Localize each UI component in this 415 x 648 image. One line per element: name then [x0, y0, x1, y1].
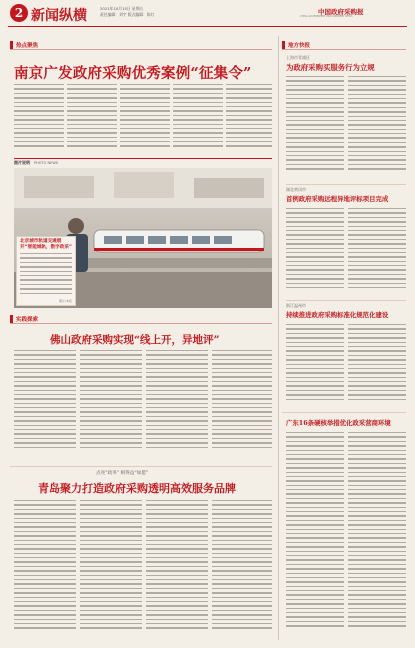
inset-text: [20, 253, 72, 297]
bottom-article-col-3: [146, 500, 208, 640]
masthead-right-sub: CHINA GOVERNMENT PROCUREMENT NEWS: [300, 15, 353, 18]
middle-article-col-2: [80, 350, 142, 460]
right-section-label: 地方快报: [288, 43, 311, 49]
photo-caption-bar: [14, 158, 272, 167]
bottom-article-col-4: [212, 500, 272, 640]
middle-headline: 佛山政府采购实现“线上开，异地评”: [50, 334, 220, 346]
inset-box: [16, 236, 76, 306]
left-section-label: 热点聚焦: [16, 43, 39, 49]
right-section-rule: [282, 49, 406, 50]
item2-rule: [286, 184, 406, 185]
column-divider: [278, 36, 279, 640]
item4-text-col-2: [348, 432, 406, 640]
item1-title: 为政府采购买服务行为立规: [286, 63, 375, 72]
masthead-rule: [8, 26, 407, 27]
item3-title: 持续推进政府采购标准化规范化建设: [286, 311, 389, 319]
bottom-article-col-2: [80, 500, 142, 640]
item2-text-col-1: [286, 208, 344, 296]
main-article-col-5: [226, 84, 272, 154]
item3-kicker: 浙江温州市: [286, 303, 306, 308]
main-article-col-1: [14, 84, 64, 154]
masthead-title: 新闻纵横: [31, 8, 87, 24]
main-article-col-4: [173, 84, 223, 154]
bottom-article-col-1: [14, 500, 76, 640]
middle-section-label: 实践探索: [16, 317, 39, 323]
item1-text-col-2: [348, 76, 406, 180]
inset-title: 北京城市轨道交通展开“智能城轨，数字政采”: [20, 239, 72, 250]
item2-title: 首例政府采购远程异地评标项目完成: [286, 195, 389, 203]
item3-rule: [286, 300, 406, 301]
masthead-logo: 2: [10, 4, 28, 22]
masthead-right-title: 中国政府采购报: [318, 8, 364, 16]
middle-article-col-4: [212, 350, 272, 460]
bottom-headline: 青岛聚力打造政府采购透明高效服务品牌: [38, 482, 236, 495]
item4-rule: [282, 412, 406, 413]
middle-article-col-3: [146, 350, 208, 460]
middle-article-col-1: [14, 350, 76, 460]
middle-section-rule: [10, 323, 272, 324]
masthead-date: 2021年10月15日 星期五: [100, 6, 144, 11]
inset-caption: 图片/本报: [58, 299, 72, 303]
bottom-kicker: 点亮“政务” 相得益“如愿”: [96, 471, 149, 476]
item4-text-col-1: [286, 432, 344, 640]
item3-text-col-1: [286, 324, 344, 408]
photo-caption-en: PHOTO NEWS: [34, 161, 59, 165]
item1-text-col-1: [286, 76, 344, 180]
bottom-rule: [10, 466, 272, 467]
item1-kicker: 上海市青浦区: [286, 55, 310, 60]
masthead-edition: 责任编辑：刘宇 版式编辑：陈红: [100, 12, 155, 17]
item3-text-col-2: [348, 324, 406, 408]
item4-title: 广东16条硬核举措优化政采营商环境: [286, 419, 391, 427]
main-article-col-2: [67, 84, 117, 154]
main-article-col-3: [120, 84, 170, 154]
photo-caption-label: 图片说明: [14, 160, 30, 165]
item2-text-col-2: [348, 208, 406, 296]
left-section-rule: [10, 49, 272, 50]
item2-kicker: 湖北黄冈市: [286, 187, 306, 192]
main-headline: 南京广发政府采购优秀案例“征集令”: [14, 65, 252, 82]
